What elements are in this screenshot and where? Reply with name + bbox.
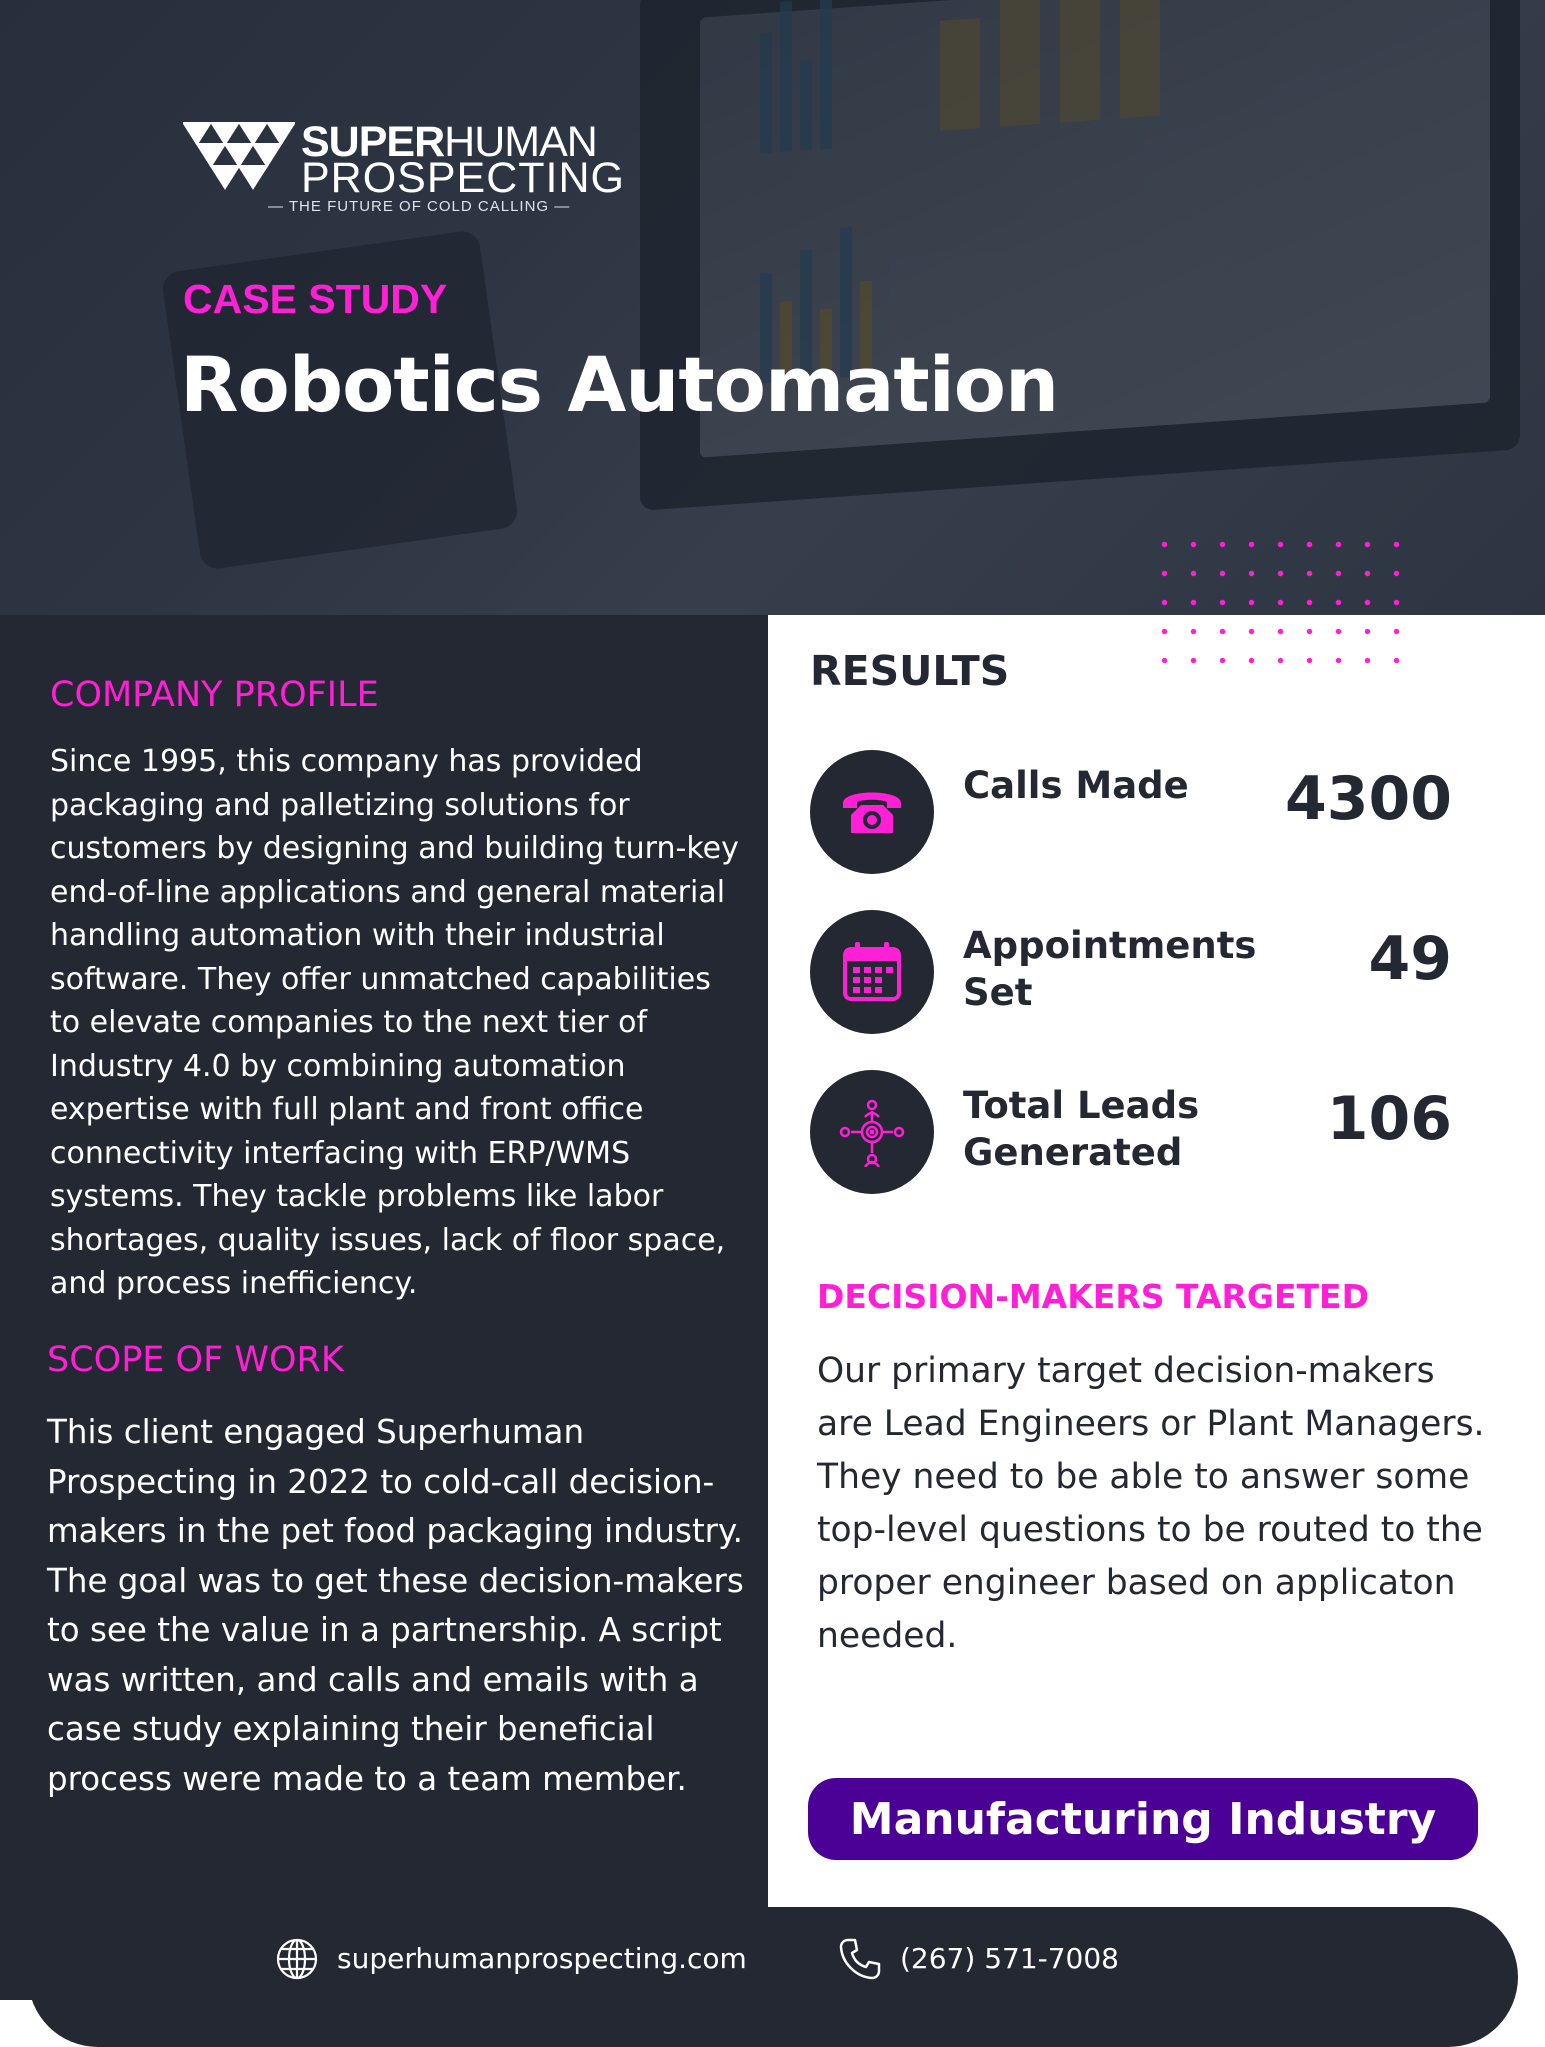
stat-icon-circle <box>810 910 934 1034</box>
stat-label: Total Leads Generated <box>963 1084 1200 1174</box>
brand-name: SUPERHUMAN <box>301 118 597 166</box>
stat-calls-made <box>810 750 1510 874</box>
target-network-icon <box>837 1097 907 1167</box>
industry-badge: Manufacturing Industry <box>808 1778 1478 1860</box>
stat-label: Calls Made <box>963 764 1189 807</box>
left-panel <box>0 615 768 2000</box>
stat-value: 49 <box>1368 924 1452 994</box>
telephone-icon <box>837 777 907 847</box>
company-profile-heading: COMPANY PROFILE <box>50 675 379 715</box>
stat-appointments-set <box>810 910 1510 1034</box>
decorative-dot-grid <box>1150 530 1420 675</box>
footer-phone[interactable] <box>838 1936 1119 1981</box>
brand-logo <box>183 118 623 218</box>
calendar-icon <box>837 937 907 1007</box>
stat-icon-circle <box>810 1070 934 1194</box>
company-profile-text: Since 1995, this company has provided packaging and palletizing solutions for customers by designing and building turn-key end-of-line applications and general material handling automation with their industrial software. They offer unmatched capabilities to elevate companies to the next tier of Industry 4.0 by combining automation expertise with full plant and front office connectivity interfacing with ERP/WMS systems. They tackle problems like labor shortages, quality issues, lack of floor space, and process inefficiency. <box>50 744 739 1301</box>
website-link[interactable]: superhumanprospecting.com <box>337 1942 747 1975</box>
scope-of-work-heading: SCOPE OF WORK <box>47 1340 344 1380</box>
scope-of-work-text: This client engaged Superhuman Prospecting in 2022 to cold-call decision-makers in the pet food packaging industry. The goal was to get these decision-makers to see the value in a partnership. A script was written, and calls and emails with a case study explaining their beneficial process were made to a team member. <box>47 1413 744 1798</box>
brand-name-line2: PROSPECTING <box>301 154 625 202</box>
decision-makers-text: Our primary target decision-makers are Lead Engineers or Plant Managers. They need to be able to answer some top-level questions to be routed to the proper engineer based on applicaton needed. <box>817 1351 1485 1656</box>
stat-value: 4300 <box>1285 764 1452 834</box>
triangle-logo-icon <box>183 122 295 192</box>
stat-icon-circle <box>810 750 934 874</box>
case-study-kicker: CASE STUDY <box>183 276 448 322</box>
stat-total-leads <box>810 1070 1510 1194</box>
stat-label: Appointments Set <box>963 924 1257 1014</box>
decision-makers-heading: DECISION-MAKERS TARGETED <box>817 1277 1369 1316</box>
page-title: Robotics Automation <box>180 340 1059 429</box>
stat-value: 106 <box>1326 1084 1452 1154</box>
phone-icon <box>838 1937 882 1981</box>
footer-bar <box>28 1907 1518 2047</box>
phone-number[interactable]: (267) 571-7008 <box>900 1942 1119 1975</box>
results-heading: RESULTS <box>810 647 1010 695</box>
brand-tagline: — THE FUTURE OF COLD CALLING — <box>268 198 571 215</box>
footer-website[interactable] <box>275 1936 747 1981</box>
globe-icon <box>275 1937 319 1981</box>
hero-banner <box>0 0 1545 615</box>
